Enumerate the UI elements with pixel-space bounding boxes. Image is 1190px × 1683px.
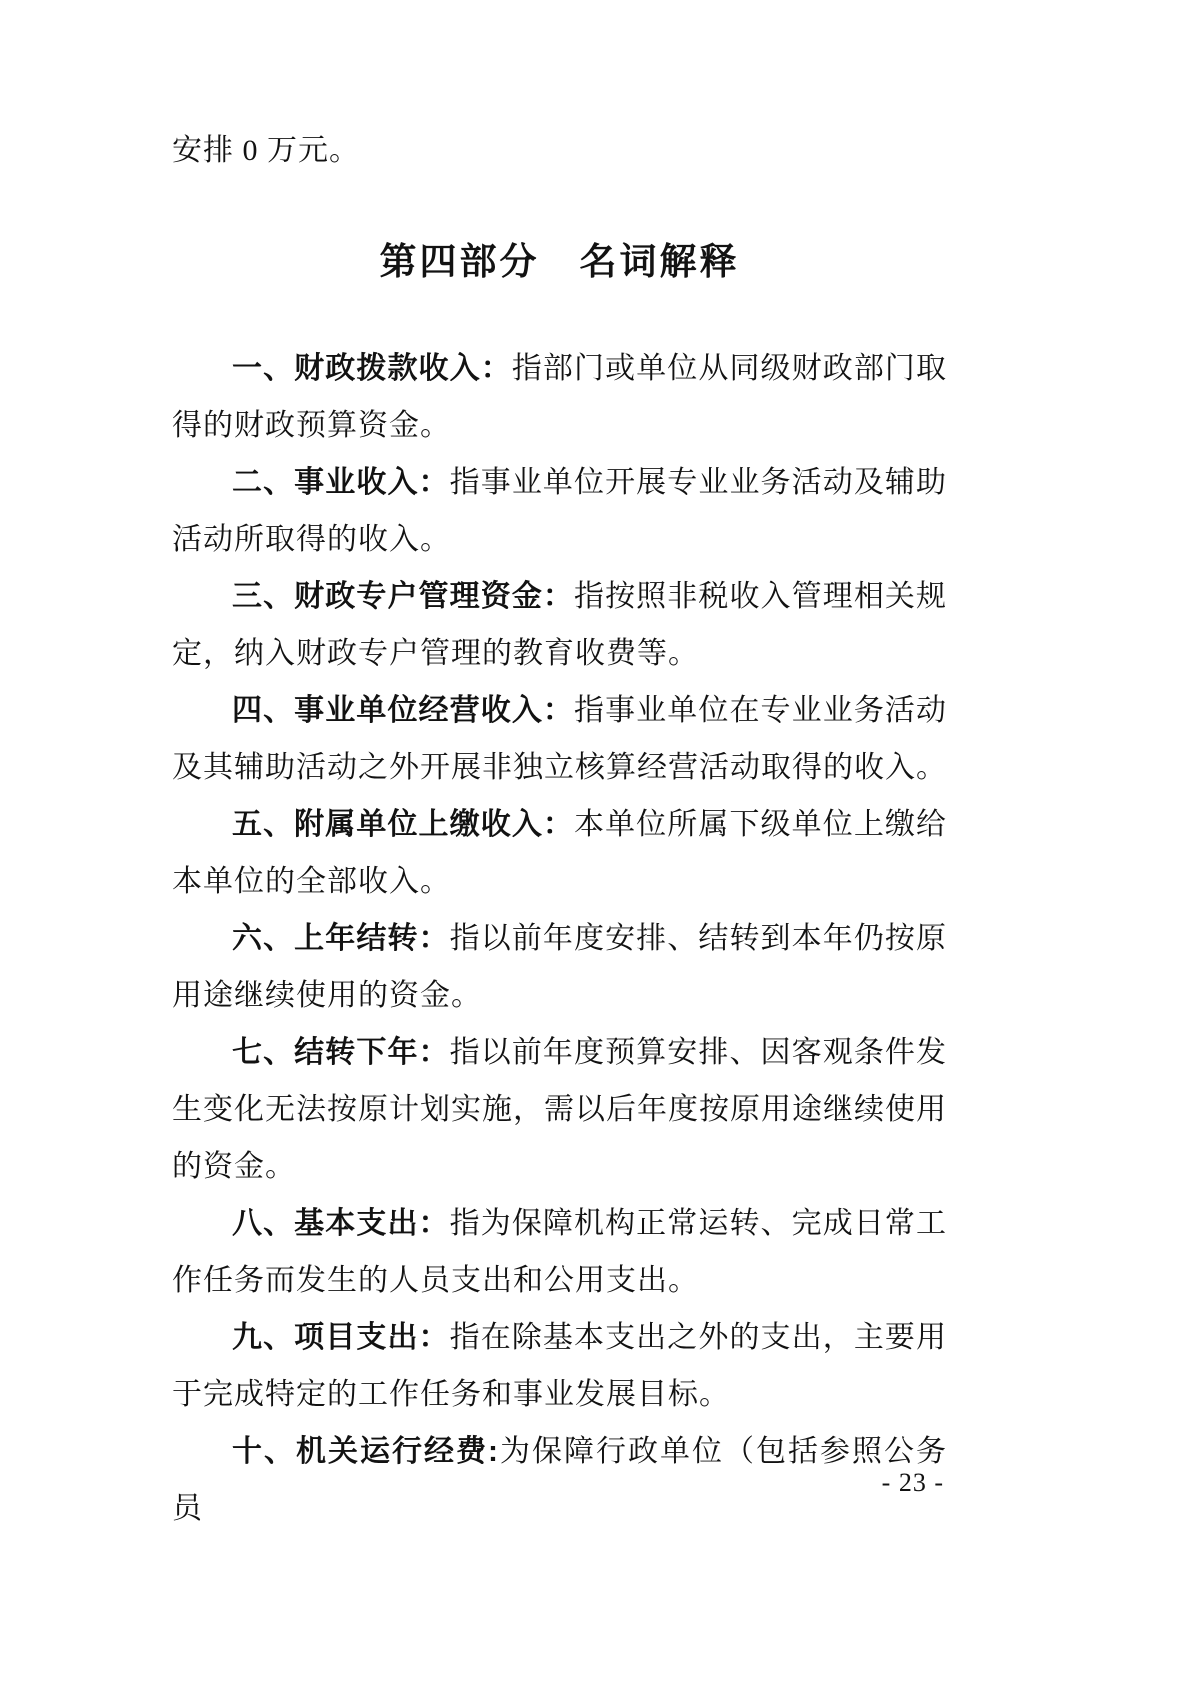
- definition-term: 三、财政专户管理资金：: [232, 580, 574, 613]
- definition-term: 九、项目支出：: [232, 1321, 450, 1354]
- definition-body: 指在除基本支出之外的支出，主要用于完成特定的工作任务和事业发展目标。: [172, 1321, 948, 1411]
- definition-term: 十、机关运行经费:: [232, 1435, 499, 1468]
- definition-term: 一、财政拨款收入：: [232, 352, 512, 385]
- page-number: - 23 -: [881, 1468, 944, 1497]
- definition-body: 指事业单位开展专业业务活动及辅助活动所取得的收入。: [172, 466, 948, 556]
- definition-paragraph: [172, 1024, 947, 1195]
- definition-paragraph: [172, 1195, 947, 1309]
- definition-term: 六、上年结转：: [232, 922, 450, 955]
- section-title: 第四部分 名词解释: [379, 241, 740, 282]
- definition-paragraph: [172, 910, 947, 1024]
- definition-term: 八、基本支出：: [232, 1207, 450, 1240]
- intro-line: 安排 0 万元。: [172, 134, 360, 167]
- definition-paragraph: [172, 568, 947, 682]
- definition-body: 本单位所属下级单位上缴给本单位的全部收入。: [172, 808, 947, 898]
- definition-term: 五、附属单位上缴收入：: [232, 808, 574, 841]
- definition-paragraph: [172, 1309, 947, 1423]
- definition-paragraph: [172, 454, 947, 568]
- definition-body: 指以前年度安排、结转到本年仍按原用途继续使用的资金。: [172, 922, 948, 1012]
- definition-term: 四、事业单位经营收入：: [232, 694, 574, 727]
- definition-body: 指事业单位在专业业务活动及其辅助活动之外开展非独立核算经营活动取得的收入。: [172, 694, 947, 784]
- definition-paragraph: [172, 1423, 947, 1537]
- definition-body: 指以前年度预算安排、因客观条件发生变化无法按原计划实施，需以后年度按原用途继续使用的资金。: [172, 1036, 948, 1183]
- definition-paragraph: [172, 340, 947, 454]
- definition-body: 指为保障机构正常运转、完成日常工作任务而发生的人员支出和公用支出。: [172, 1207, 948, 1297]
- definition-term: 二、事业收入：: [232, 466, 450, 499]
- definition-body: 指部门或单位从同级财政部门取得的财政预算资金。: [172, 352, 948, 442]
- definition-paragraph: [172, 682, 947, 796]
- definition-body: 为保障行政单位（包括参照公务员: [172, 1435, 947, 1525]
- definition-paragraph: [172, 796, 947, 910]
- definition-body: 指按照非税收入管理相关规定，纳入财政专户管理的教育收费等。: [172, 580, 947, 670]
- definition-term: 七、结转下年：: [232, 1036, 450, 1069]
